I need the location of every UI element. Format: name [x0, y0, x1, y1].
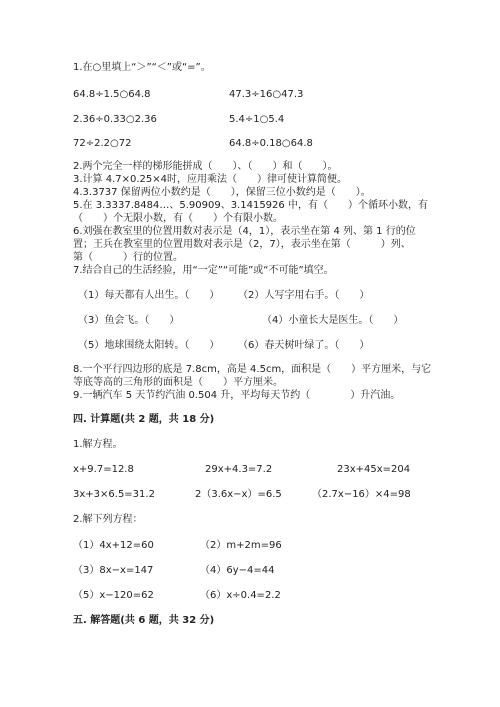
q7-item-6: （6）春天树叶绿了。（ ）	[238, 340, 370, 351]
equation: 3x+3×6.5=31.2	[73, 489, 155, 500]
equation: （6）x÷0.4=2.2	[200, 590, 281, 601]
q7-item-4: （4）小童长大是医生。（ ）	[262, 315, 404, 326]
q4-text: 4.3.3737 保留两位小数约是（ ），保留三位小数约是（ ）。	[73, 187, 371, 198]
q1-compare-2: 47.3÷16○47.3	[229, 89, 304, 100]
q1-title: 1.在○里填上“＞”“＜”或“=”。	[73, 62, 211, 73]
q8-text-line1: 8.一个平行四边形的底是 7.8cm，高是 4.5cm，面积是（ ）平方厘米，与它	[73, 364, 432, 375]
section4-sub2: 2.解下列方程：	[73, 514, 143, 525]
q7-item-3: （3）鱼会飞。（ ）	[78, 315, 180, 326]
q7-item-5: （5）地球围绕太阳转。（ ）	[78, 340, 220, 351]
section4-heading: 四. 计算题(共 2 题，共 18 分)	[73, 414, 215, 425]
equation: （2.7x−16）×4=98	[312, 489, 411, 500]
equation: 2（3.6x−x）=6.5	[195, 489, 282, 500]
q1-compare-1: 64.8÷1.5○64.8	[73, 89, 151, 100]
section5-heading: 五. 解答题(共 6 题，共 32 分)	[73, 615, 215, 626]
q6-text-line1: 6.刘强在教室里的位置用数对表示是（4，1），表示坐在第 4 列、第 1 行的位	[73, 226, 416, 237]
q1-compare-4: 5.4÷1○5.4	[229, 114, 285, 125]
equation: （4）6y−4=44	[200, 565, 275, 576]
q1-compare-3: 2.36÷0.33○2.36	[73, 114, 157, 125]
equation: x+9.7=12.8	[73, 464, 134, 475]
q6-text-line3: 第（ ）行的位置。	[73, 252, 183, 263]
q5-text-line1: 5.在 3.3337.8484…、5.90909、3.1415926 中，有（ ）个循环小数，有	[73, 200, 428, 211]
equation: （3）8x−x=147	[73, 565, 154, 576]
q3-text: 3.计算 4.7×0.25×4时，应用乘法（ ）律可使计算简便。	[73, 174, 348, 185]
equation: （1）4x+12=60	[73, 540, 154, 551]
q6-text-line2: 置；王兵在教室里的位置用数对表示是（2，7），表示坐在第（ ）列、	[73, 239, 411, 250]
q1-compare-6: 64.8÷0.18○64.8	[229, 138, 313, 149]
q5-text-line2: （ ）个无限小数，有（ ）个有限小数。	[73, 213, 283, 224]
equation: 29x+4.3=7.2	[205, 464, 273, 475]
q7-item-2: （2）人写字用右手。（ ）	[238, 290, 370, 301]
section4-sub1: 1.解方程。	[73, 439, 123, 450]
equation: （2）m+2m=96	[200, 540, 282, 551]
q7-text: 7.结合自己的生活经验，用“一定”“可能”或“不可能”填空。	[73, 265, 334, 276]
equation: （5）x−120=62	[73, 590, 154, 601]
q9-text: 9.一辆汽车 5 天节约汽油 0.504 升，平均每天节约（ ）升汽油。	[73, 390, 401, 401]
q2-text: 2.两个完全一样的梯形能拼成（ ）、（ ）和（ ）。	[73, 161, 338, 172]
q1-compare-5: 72÷2.2○72	[73, 138, 132, 149]
q7-item-1: （1）每天都有人出生。（ ）	[78, 290, 220, 301]
equation: 23x+45x=204	[337, 464, 411, 475]
q8-text-line2: 等底等高的三角形的面积是（ ）平方厘米。	[73, 377, 283, 388]
